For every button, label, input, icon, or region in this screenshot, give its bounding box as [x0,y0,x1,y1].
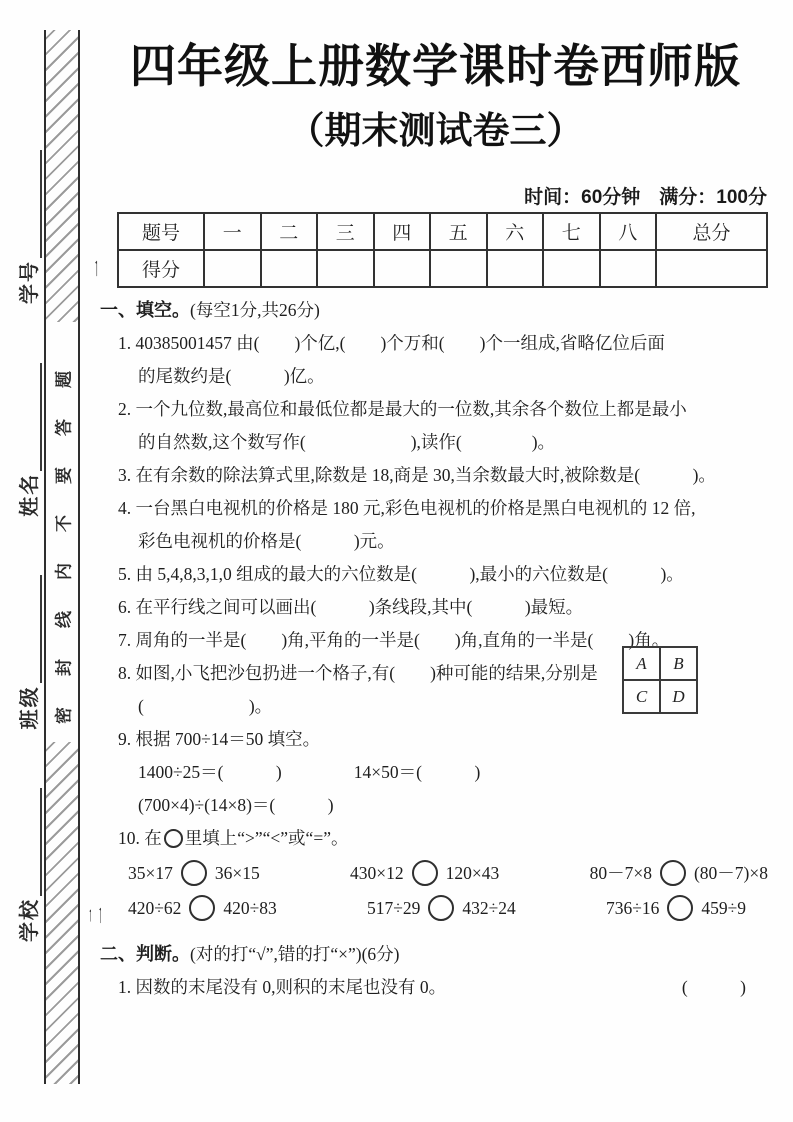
judge-question-1 [100,971,768,1004]
comparison-left: 35×17 [128,863,173,883]
score-table-col-5: 五 [430,213,487,250]
sandbag-grid-row-2 [623,680,697,713]
question-1-line-2: 的尾数约是( )亿。 [138,366,325,386]
circle-blank-icon [164,829,183,848]
comparison-right: 432÷24 [462,898,516,918]
section-1-title: 一、填空。 [100,300,190,320]
section-2-title: 二、判断。 [100,944,190,964]
comparison-item [590,857,768,890]
question-2-line-1: 2. 一个九位数,最高位和最低位都是最大的一位数,其余各个数位上都是最小 [118,399,687,419]
question-10-row-2 [100,892,768,925]
question-7: 7. 周角的一半是( )角,平角的一半是( )角,直角的一半是( )角。 [118,630,670,650]
comparison-left: 517÷29 [367,898,421,918]
comparison-right: 36×15 [214,863,260,883]
question-4-line-1: 4. 一台黑白电视机的价格是 180 元,彩色电视机的价格是黑白电视机的 12 倍, [118,498,696,518]
sandbag-grid [622,646,698,714]
score-table-col-1: 一 [204,213,261,250]
grid-cell-b: B [660,647,697,680]
exam-body [100,294,768,1004]
seal-hatch-bottom [46,742,78,1084]
comparison-item [367,892,516,925]
fold-mark-one: 一 [89,260,108,277]
seal-hatch-top [46,30,78,322]
score-cell-total [656,250,767,287]
field-school [13,788,42,942]
score-cell-1 [204,250,261,287]
question-10-row-1 [100,857,768,890]
comparison-left: 80－7×8 [589,863,652,883]
score-table [117,212,768,288]
question-2-line-2: 的自然数,这个数写作( ),读作( )。 [138,432,556,452]
question-9-expression-1: 1400÷25＝( ) [138,762,282,782]
question-9-line-1: 9. 根据 700÷14＝50 填空。 [118,729,321,749]
section-1-heading [100,294,768,327]
comparison-right: 459÷9 [701,898,746,918]
grid-cell-a: A [623,647,660,680]
score-table-col-4: 四 [374,213,431,250]
comparison-circle-icon [428,895,454,921]
question-10-text-after-circle: 里填上“>”“<”或“=”。 [184,828,349,848]
comparison-circle-icon [181,860,207,886]
score-table-score-label: 得分 [118,250,204,287]
score-table-col-6: 六 [487,213,544,250]
question-6: 6. 在平行线之间可以画出( )条线段,其中( )最短。 [118,597,584,617]
seal-strip [44,30,80,1084]
comparison-left: 420÷62 [128,898,182,918]
score-cell-3 [317,250,374,287]
score-cell-8 [600,250,657,287]
comparison-right: 420÷83 [223,898,277,918]
field-blank-name [20,363,42,471]
sandbag-grid-row-1 [623,647,697,680]
score-table-total-label: 总分 [656,213,767,250]
judge-question-1-blank: ( ) [681,977,746,997]
judge-question-1-text: 1. 因数的末尾没有 0,则积的末尾也没有 0。 [118,977,447,997]
field-class [13,575,42,729]
question-10-heading [100,822,768,855]
field-student-number [13,150,42,304]
field-name [13,363,42,517]
section-2-note: (对的打“√”,错的打“×”)(6分) [190,944,400,964]
score-table-header-row [118,213,767,250]
score-table-col-3: 三 [317,213,374,250]
score-cell-6 [487,250,544,287]
score-table-col-8: 八 [600,213,657,250]
question-9-line-2 [100,756,768,789]
field-label-school: 学校 [19,898,41,942]
comparison-item [128,892,277,925]
section-2-heading [100,938,768,971]
question-9-line-3: (700×4)÷(14×8)＝( ) [138,795,334,815]
question-10-text-before-circle: 10. 在 [118,828,162,848]
comparison-left: 430×12 [350,863,404,883]
field-blank-school [20,788,42,896]
score-cell-5 [430,250,487,287]
question-3: 3. 在有余数的除法算式里,除数是 18,商是 30,当余数最大时,被除数是( )。 [118,465,716,485]
comparison-circle-icon [667,895,693,921]
field-label-class: 班级 [19,685,41,730]
question-5: 5. 由 5,4,8,3,1,0 组成的最大的六位数是( ),最小的六位数是( )。 [118,564,684,584]
comparison-right: (80－7)×8 [693,863,768,883]
comparison-item [606,892,746,925]
score-table-col-2: 二 [261,213,318,250]
question-1-line-1: 1. 40385001457 由( )个亿,( )个万和( )个一组成,省略亿位后面 [118,333,665,353]
grid-cell-c: C [623,680,660,713]
comparison-circle-icon [412,860,438,886]
comparison-left: 736÷16 [606,898,660,918]
grid-cell-d: D [660,680,697,713]
seal-text-area [46,322,78,742]
page-subtitle: （期末测试卷三） [287,110,584,151]
score-table-score-row [118,250,767,287]
field-blank-class [20,575,42,683]
exam-time-score-info: 时间：60分钟 满分：100分 [524,187,767,208]
question-4-line-2: 彩色电视机的价格是( )元。 [138,531,395,551]
score-cell-4 [374,250,431,287]
score-table-question-label: 题号 [118,213,204,250]
field-label-student-number: 学号 [19,260,41,305]
seal-line-text: 密封线内不要答题 [54,340,74,724]
comparison-circle-icon [660,860,686,886]
question-8-line-1: 8. 如图,小飞把沙包扔进一个格子,有( )种可能的结果,分别是 [118,663,598,683]
field-label-name: 姓名 [19,472,41,517]
score-table-col-7: 七 [543,213,600,250]
student-info-fields [8,140,42,952]
comparison-right: 120×43 [445,863,500,883]
score-cell-2 [261,250,318,287]
comparison-item [128,857,260,890]
score-cell-7 [543,250,600,287]
field-blank-student-number [20,150,42,258]
comparison-item [350,857,499,890]
section-1-note: (每空1分,共26分) [190,300,320,320]
fold-mark-two: 二 [87,907,106,924]
question-9-expression-2: 14×50＝( ) [353,762,481,782]
question-8-line-2: ( )。 [138,696,273,716]
page-title: 四年级上册数学课时卷西师版 [130,40,741,92]
comparison-circle-icon [189,895,215,921]
